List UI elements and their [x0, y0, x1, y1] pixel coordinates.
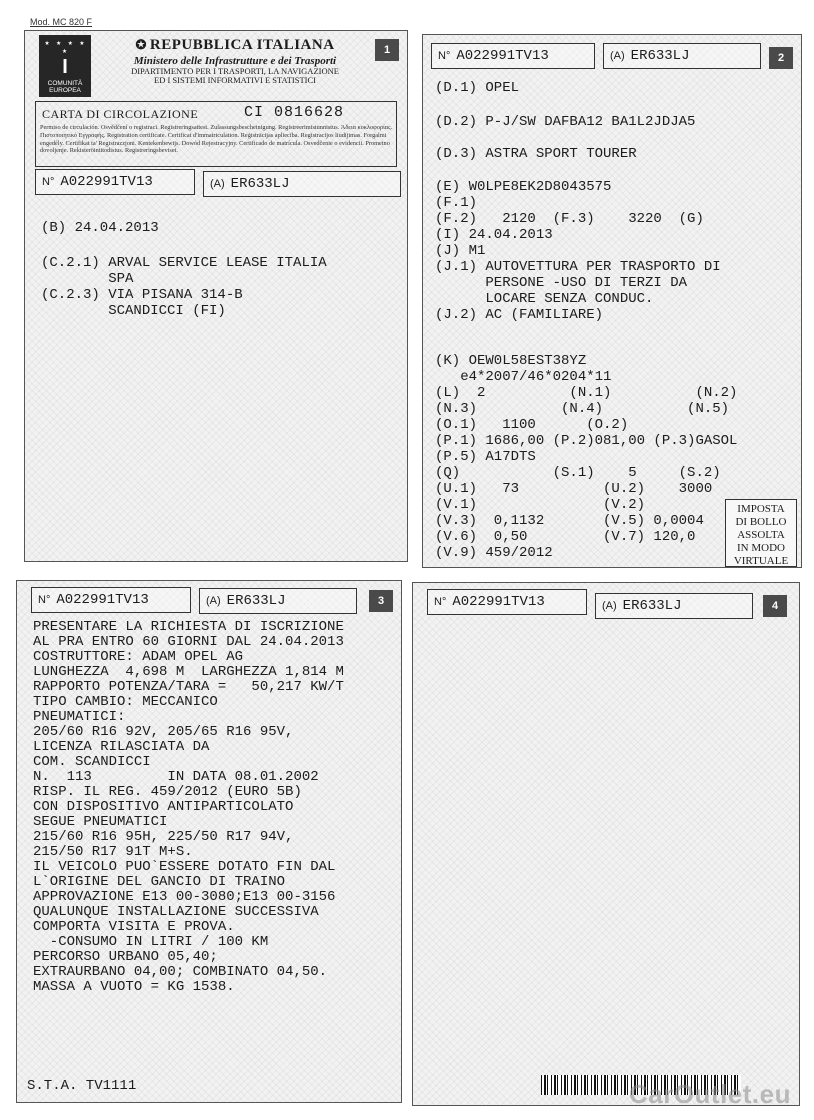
stamp-line: VIRTUALE [733, 555, 789, 567]
plate-number: ER633LJ [630, 48, 690, 64]
id-number: A022991TV13 [452, 594, 545, 610]
stamp-line: IMPOSTA [737, 503, 785, 515]
plate-number: ER633LJ [622, 598, 682, 614]
notes-line: COMPORTA VISITA E PROVA. [33, 919, 235, 935]
department-line-1: DIPARTIMENTO PER I TRASPORTI, LA NAVIGAZIONE [131, 66, 339, 76]
notes-line: QUALUNQUE INSTALLAZIONE SUCCESSIVA [33, 904, 319, 920]
sta-footer: S.T.A. TV1111 [27, 1078, 137, 1094]
notes-line: 215/50 R17 91T M+S. [33, 844, 193, 860]
panel-3 [16, 580, 402, 1103]
notes-line: -CONSUMO IN LITRI / 100 KM [33, 934, 269, 950]
ministry-title: Ministero delle Infrastrutture e dei Trasporti [133, 55, 337, 67]
carta-title: CARTA DI CIRCOLAZIONE [42, 107, 199, 121]
site-watermark: CarOutlet.eu [628, 1079, 791, 1109]
field-line: LOCARE SENZA CONDUC. [435, 291, 654, 307]
field-line: PERSONE -USO DI TERZI DA [435, 275, 688, 291]
field-line: (V.6) 0,50 (V.7) 120,0 [435, 529, 696, 545]
notes-line: N. 113 IN DATA 08.01.2002 [33, 769, 319, 785]
document-header [95, 37, 375, 85]
registration-id-box [31, 587, 191, 613]
field-line: (V.9) 459/2012 [435, 545, 553, 561]
eu-country-letter: I [62, 56, 68, 78]
notes-line: RISP. IL REG. 459/2012 (EURO 5B) [33, 784, 302, 800]
field-line: (C.2.1) ARVAL SERVICE LEASE ITALIA [41, 255, 327, 271]
id-number: A022991TV13 [56, 592, 149, 608]
field-line: (J) M1 [435, 243, 486, 259]
field-line: (U.1) 73 (U.2) 3000 [435, 481, 713, 497]
notes-line: 205/60 R16 92V, 205/65 R16 95V, [33, 724, 294, 740]
field-line: (D.1) OPEL [435, 80, 520, 96]
id-prefix: N° [438, 50, 451, 62]
field-line: (P.5) A17DTS [435, 449, 536, 465]
multilingual-titles: Permiso de circulación. Osvědčení o registraci. Registreringsattest. Zulassungsbescheinigung. Registreerimistunnistus. Άδεια κυκλοφορίας. Πιστοποιητικό Εγγραφής. Registration certificate. Certificat d'immatriculation. Reģistrācijas apliecība. Registracijos liudijimas. Forgalmi engedély. Certifikat ta' Registrazzjoni. Kentekenbewijs. Dowód Rejestracyjny. Certificado de matrícula. Osvedčenie o evidencii. Prometno dovoljenje. Rekisteröintitodistus. Registreringsbeviset. [40, 124, 393, 155]
notes-line: 215/60 R16 95H, 225/50 R17 94V, [33, 829, 294, 845]
field-line: (Q) (S.1) 5 (S.2) [435, 465, 721, 481]
field-line: (D.3) ASTRA SPORT TOURER [435, 146, 637, 162]
field-line: (I) 24.04.2013 [435, 227, 553, 243]
panel-1 [24, 30, 408, 562]
eu-label: COMUNITÀ EUROPEA [47, 80, 83, 94]
stamp-line: ASSOLTA [737, 529, 785, 541]
id-number: A022991TV13 [60, 174, 153, 190]
field-line: (C.2.3) VIA PISANA 314-B [41, 287, 243, 303]
panel-number: 2 [769, 47, 793, 69]
registration-id-box [427, 589, 587, 615]
field-line: (F.1) [435, 195, 478, 211]
field-line: (L) 2 (N.1) (N.2) [435, 385, 738, 401]
plate-prefix: (A) [206, 595, 221, 607]
department-line-2: ED I SISTEMI INFORMATIVI E STATISTICI [154, 75, 316, 85]
plate-box [199, 588, 357, 614]
panel-number: 1 [375, 39, 399, 61]
panel-number: 4 [763, 595, 787, 617]
id-prefix: N° [42, 176, 55, 188]
plate-prefix: (A) [602, 600, 617, 612]
field-line: (V.3) 0,1132 (V.5) 0,0004 [435, 513, 704, 529]
panel-2 [422, 34, 802, 568]
notes-line: PERCORSO URBANO 05,40; [33, 949, 218, 965]
notes-line: APPROVAZIONE E13 00-3080;E13 00-3156 [33, 889, 336, 905]
plate-box [203, 171, 401, 197]
notes-line: MASSA A VUOTO = KG 1538. [33, 979, 235, 995]
imposta-bollo-stamp [725, 499, 797, 567]
notes-line: TIPO CAMBIO: MECCANICO [33, 694, 218, 710]
field-line: (O.1) 1100 (O.2) [435, 417, 629, 433]
field-line: (J.2) AC (FAMILIARE) [435, 307, 604, 323]
notes-line: COM. SCANDICCI [33, 754, 151, 770]
eu-stars-icon: ★ ★ ★ ★ ★ [44, 39, 86, 56]
field-line: (K) OEW0L58EST38YZ [435, 353, 587, 369]
republic-title: REPUBBLICA ITALIANA [149, 37, 335, 53]
notes-line: LICENZA RILASCIATA DA [33, 739, 210, 755]
plate-box [603, 43, 761, 69]
field-line: (P.1) 1686,00 (P.2)081,00 (P.3)GASOL [435, 433, 738, 449]
notes-line: RAPPORTO POTENZA/TARA = 50,217 KW/T [33, 679, 344, 695]
field-line: (N.3) (N.4) (N.5) [435, 401, 730, 417]
notes-line: LUNGHEZZA 4,698 M LARGHEZZA 1,814 M [33, 664, 344, 680]
plate-number: ER633LJ [226, 593, 286, 609]
panel-4 [412, 582, 800, 1109]
eu-flag-emblem [39, 35, 91, 97]
id-prefix: N° [434, 596, 447, 608]
field-line: SPA [41, 271, 134, 287]
id-number: A022991TV13 [456, 48, 549, 64]
notes-line: CON DISPOSITIVO ANTIPARTICOLATO [33, 799, 294, 815]
notes-line: IL VEICOLO PUO`ESSERE DOTATO FIN DAL [33, 859, 336, 875]
notes-line: EXTRAURBANO 04,00; COMBINATO 04,50. [33, 964, 328, 980]
notes-line: AL PRA ENTRO 60 GIORNI DAL 24.04.2013 [33, 634, 344, 650]
notes-line: PRESENTARE LA RICHIESTA DI ISCRIZIONE [33, 619, 344, 635]
notes-line: COSTRUTTORE: ADAM OPEL AG [33, 649, 244, 665]
plate-prefix: (A) [610, 50, 625, 62]
stamp-line: IN MODO [737, 542, 785, 554]
notes-line: L`ORIGINE DEL GANCIO DI TRAINO [33, 874, 286, 890]
field-line: e4*2007/46*0204*11 [435, 369, 612, 385]
panel-number: 3 [369, 590, 393, 612]
registration-id-box [431, 43, 595, 69]
notes-line: SEGUE PNEUMATICI [33, 814, 168, 830]
field-line: (F.2) 2120 (F.3) 3220 (G) [435, 211, 704, 227]
plate-prefix: (A) [210, 178, 225, 190]
field-line: (J.1) AUTOVETTURA PER TRASPORTO DI [435, 259, 721, 275]
plate-number: ER633LJ [230, 176, 290, 192]
registration-id-box [35, 169, 195, 195]
carta-circolazione-box [35, 101, 397, 167]
field-line: (E) W0LPE8EK2D8043575 [435, 179, 612, 195]
republic-seal-icon: ✪ [135, 37, 147, 52]
field-line: (V.1) (V.2) [435, 497, 646, 513]
notes-line: PNEUMATICI: [33, 709, 126, 725]
field-line: (B) 24.04.2013 [41, 220, 159, 236]
id-prefix: N° [38, 594, 51, 606]
stamp-line: DI BOLLO [735, 516, 787, 528]
form-model-label: Mod. MC 820 F [30, 17, 93, 27]
field-line: SCANDICCI (FI) [41, 303, 226, 319]
plate-box [595, 593, 753, 619]
field-line: (D.2) P-J/SW DAFBA12 BA1L2JDJA5 [435, 114, 696, 130]
carta-number: CI 0816628 [244, 104, 345, 121]
